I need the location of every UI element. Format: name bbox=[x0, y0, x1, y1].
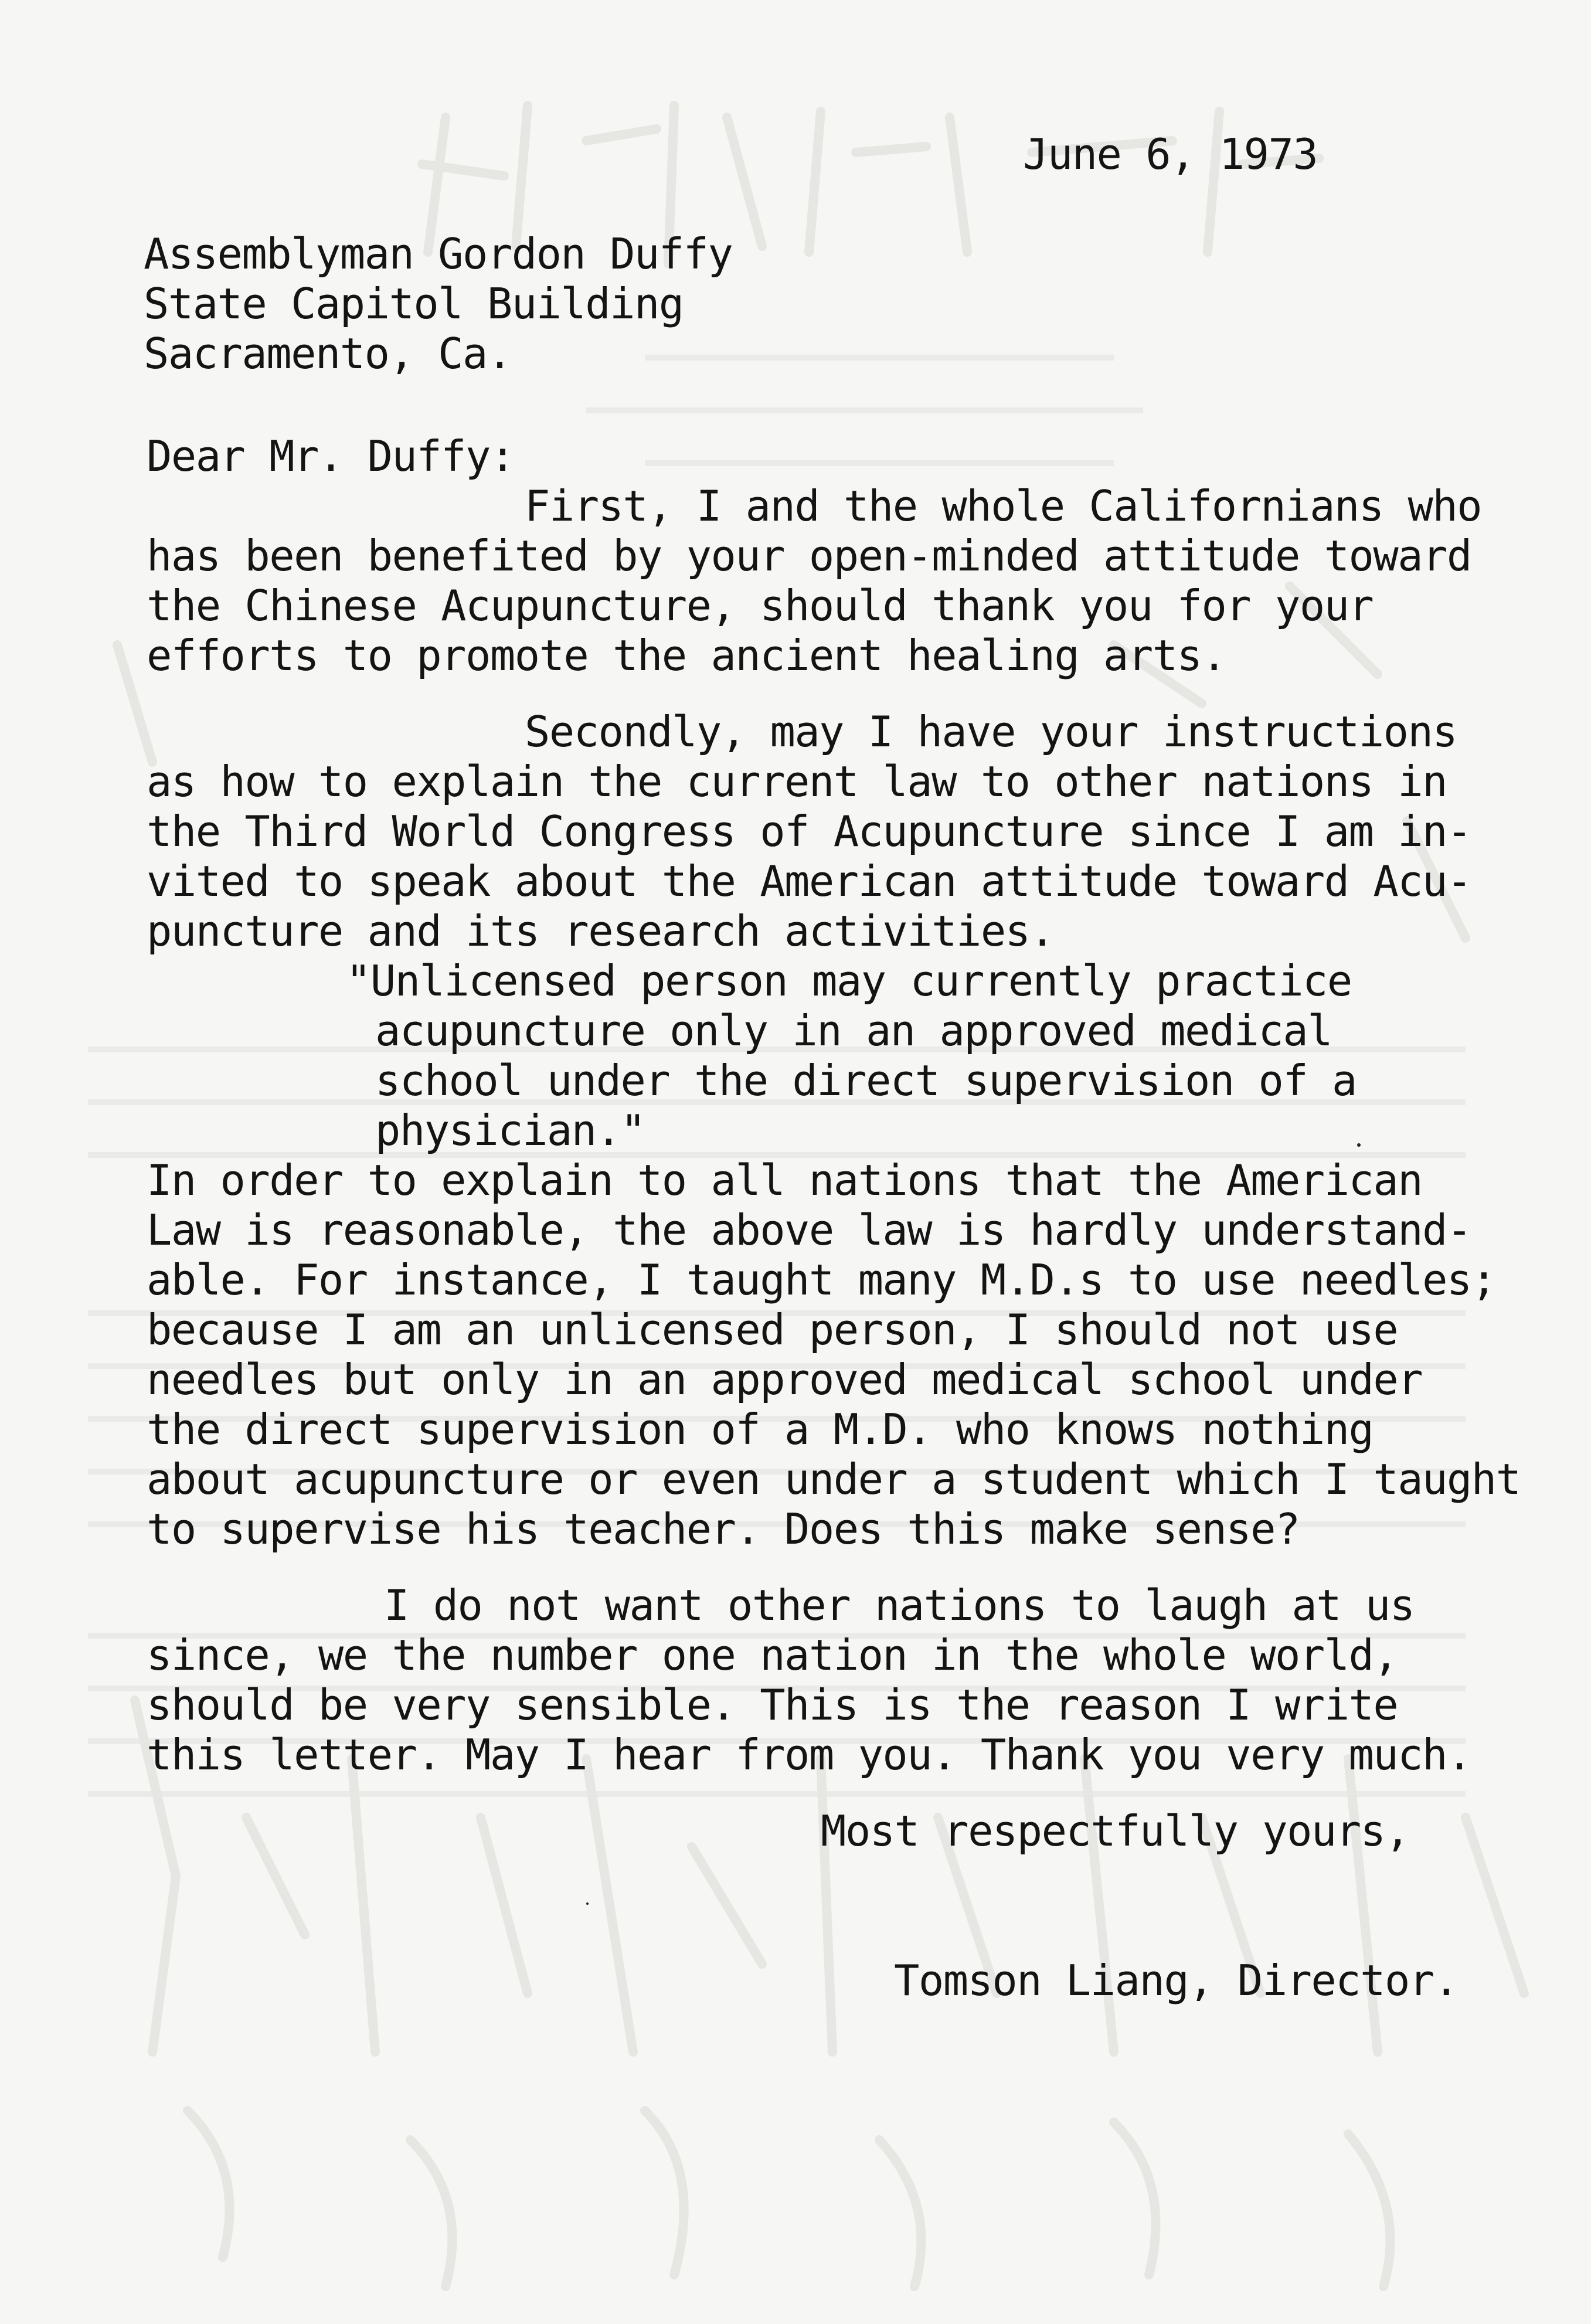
paragraph-2-line: vited to speak about the American attitude toward Acu- bbox=[147, 857, 1471, 906]
quoted-law-line: acupuncture only in an approved medical bbox=[375, 1006, 1332, 1055]
paragraph-1-line: efforts to promote the ancient healing arts. bbox=[147, 631, 1226, 680]
paragraph-3-line: In order to explain to all nations that the American bbox=[147, 1156, 1423, 1205]
paragraph-4-line: I do not want other nations to laugh at us bbox=[384, 1581, 1415, 1630]
complimentary-close: Most respectfully yours, bbox=[821, 1806, 1410, 1856]
paragraph-4-line: this letter. May I hear from you. Thank you very much. bbox=[147, 1730, 1471, 1779]
recipient-building: State Capitol Building bbox=[144, 279, 684, 328]
paragraph-1-line: First, I and the whole Californians who bbox=[525, 481, 1482, 531]
paragraph-2-line: as how to explain the current law to other nations in bbox=[147, 757, 1447, 806]
paragraph-2-line: Secondly, may I have your instructions bbox=[525, 707, 1457, 756]
quoted-law-line: school under the direct supervision of a bbox=[375, 1056, 1357, 1105]
paragraph-3-line: about acupuncture or even under a student which I taught bbox=[147, 1455, 1521, 1504]
paragraph-2-line: the Third World Congress of Acupuncture since I am in- bbox=[147, 807, 1471, 856]
paragraph-3-line: Law is reasonable, the above law is hardly understand- bbox=[147, 1205, 1471, 1255]
paragraph-3-line: needles but only in an approved medical school under bbox=[147, 1355, 1423, 1404]
paragraph-4-line: should be very sensible. This is the reason I write bbox=[147, 1680, 1398, 1730]
paragraph-3-line: because I am an unlicensed person, I should not use bbox=[147, 1305, 1398, 1354]
paragraph-2-line: puncture and its research activities. bbox=[147, 906, 1055, 956]
quoted-law-line: physician." bbox=[375, 1106, 645, 1155]
paragraph-3-line: able. For instance, I taught many M.D.s to use needles; bbox=[147, 1255, 1496, 1304]
quoted-law-line: "Unlicensed person may currently practice bbox=[346, 956, 1352, 1005]
ink-speck bbox=[1357, 1143, 1361, 1147]
recipient-city: Sacramento, Ca. bbox=[144, 329, 512, 378]
paragraph-3-line: to supervise his teacher. Does this make sense? bbox=[147, 1504, 1300, 1554]
letter-date: June 6, 1973 bbox=[1023, 130, 1318, 179]
paragraph-4-line: since, we the number one nation in the whole world, bbox=[147, 1630, 1398, 1680]
ink-speck bbox=[586, 1902, 589, 1905]
signature-line: Tomson Liang, Director. bbox=[894, 1956, 1459, 2005]
paragraph-1-line: the Chinese Acupuncture, should thank you for your bbox=[147, 581, 1374, 630]
paragraph-1-line: has been benefited by your open-minded attitude toward bbox=[147, 531, 1471, 580]
recipient-name: Assemblyman Gordon Duffy bbox=[144, 229, 733, 278]
salutation: Dear Mr. Duffy: bbox=[147, 431, 515, 481]
paragraph-3-line: the direct supervision of a M.D. who knows nothing bbox=[147, 1405, 1374, 1454]
